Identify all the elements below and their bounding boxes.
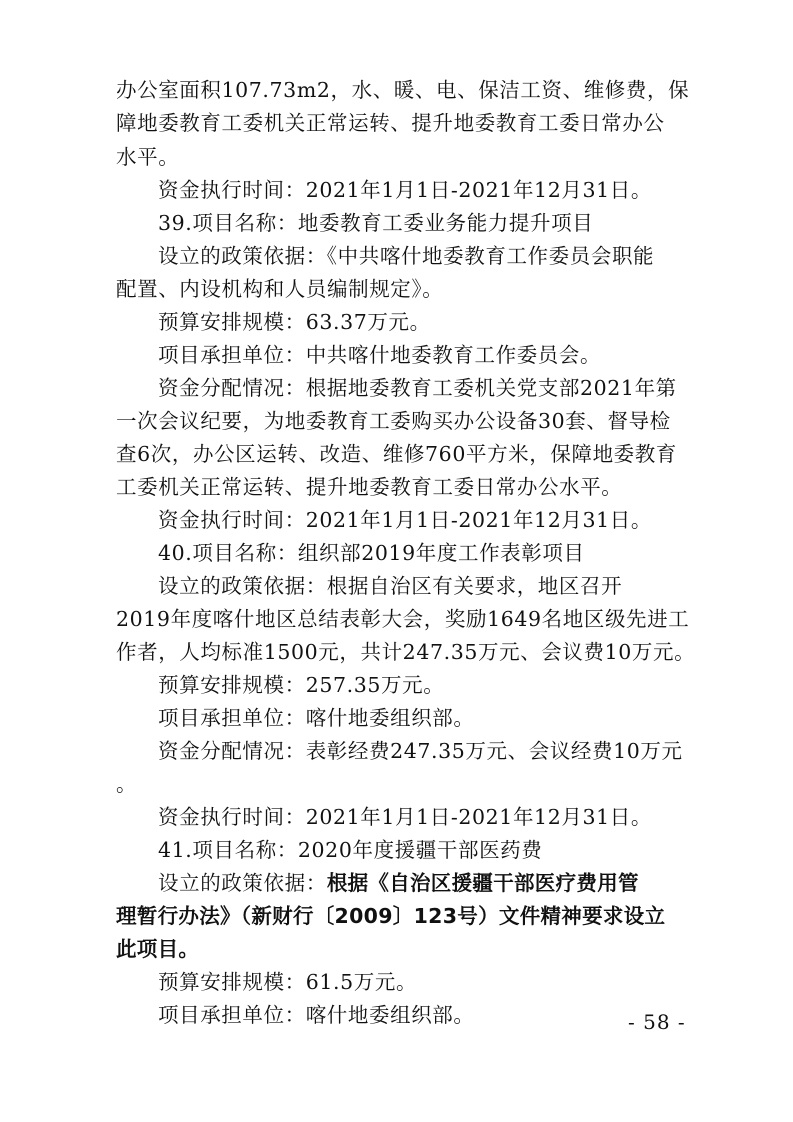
paragraph-line: 资金执行时间：2021年1月1日-2021年12月31日。 <box>158 508 652 532</box>
paragraph-line: 障地委教育工委机关正常运转、提升地委教育工委日常办公 <box>116 111 665 135</box>
section-heading: 40.项目名称：组织部2019年度工作表彰项目 <box>158 541 585 565</box>
paragraph-line <box>158 869 639 897</box>
paragraph-line: 2019年度喀什地区总结表彰大会，奖励1649名地区级先进工 <box>116 607 690 631</box>
paragraph-line: 资金执行时间：2021年1月1日-2021年12月31日。 <box>158 805 652 829</box>
section-heading: 39.项目名称：地委教育工委业务能力提升项目 <box>158 211 594 235</box>
page-number: - 58 - <box>628 1010 686 1034</box>
paragraph-line: 此项目。 <box>116 937 200 961</box>
paragraph-line: 预算安排规模：63.37万元。 <box>158 310 431 334</box>
paragraph-line: 查6次，办公区运转、改造、维修760平方米，保障地委教育 <box>116 442 677 466</box>
paragraph-line: 资金分配情况：根据地委教育工委机关党支部2021年第 <box>158 376 677 400</box>
paragraph-line: 预算安排规模：257.35万元。 <box>158 673 445 697</box>
paragraph-line: 设立的政策依据：《中共喀什地委教育工作委员会职能 <box>158 244 655 268</box>
paragraph-line: 项目承担单位：中共喀什地委教育工作委员会。 <box>158 343 602 367</box>
paragraph-line: 作者，人均标准1500元，共计247.35万元、会议费10万元。 <box>116 640 696 664</box>
policy-text: 根据《自治区援疆干部医疗费用管 <box>326 871 639 895</box>
paragraph-line: 项目承担单位：喀什地委组织部。 <box>158 1003 475 1027</box>
paragraph-line: 水平。 <box>116 145 180 169</box>
paragraph-line: 。 <box>116 772 138 796</box>
paragraph-line: 资金执行时间：2021年1月1日-2021年12月31日。 <box>158 178 652 202</box>
paragraph-line: 工委机关正常运转、提升地委教育工委日常办公水平。 <box>116 475 623 499</box>
policy-label: 设立的政策依据： <box>158 871 327 895</box>
section-heading: 41.项目名称：2020年度援疆干部医药费 <box>158 838 543 862</box>
paragraph-line: 项目承担单位：喀什地委组织部。 <box>158 706 475 730</box>
paragraph-line: 资金分配情况：表彰经费247.35万元、会议经费10万元 <box>158 739 683 763</box>
paragraph-line: 办公室面积107.73m2，水、暖、电、保洁工资、维修费，保 <box>116 78 690 102</box>
paragraph-line: 理暂行办法》（新财行〔2009〕123号）文件精神要求设立 <box>116 904 666 928</box>
paragraph-line: 预算安排规模：61.5万元。 <box>158 970 418 994</box>
paragraph-line: 设立的政策依据：根据自治区有关要求，地区召开 <box>158 574 623 598</box>
paragraph-line: 配置、内设机构和人员编制规定》。 <box>116 277 444 301</box>
paragraph-line: 一次会议纪要，为地委教育工委购买办公设备30套、督导检 <box>116 409 671 433</box>
